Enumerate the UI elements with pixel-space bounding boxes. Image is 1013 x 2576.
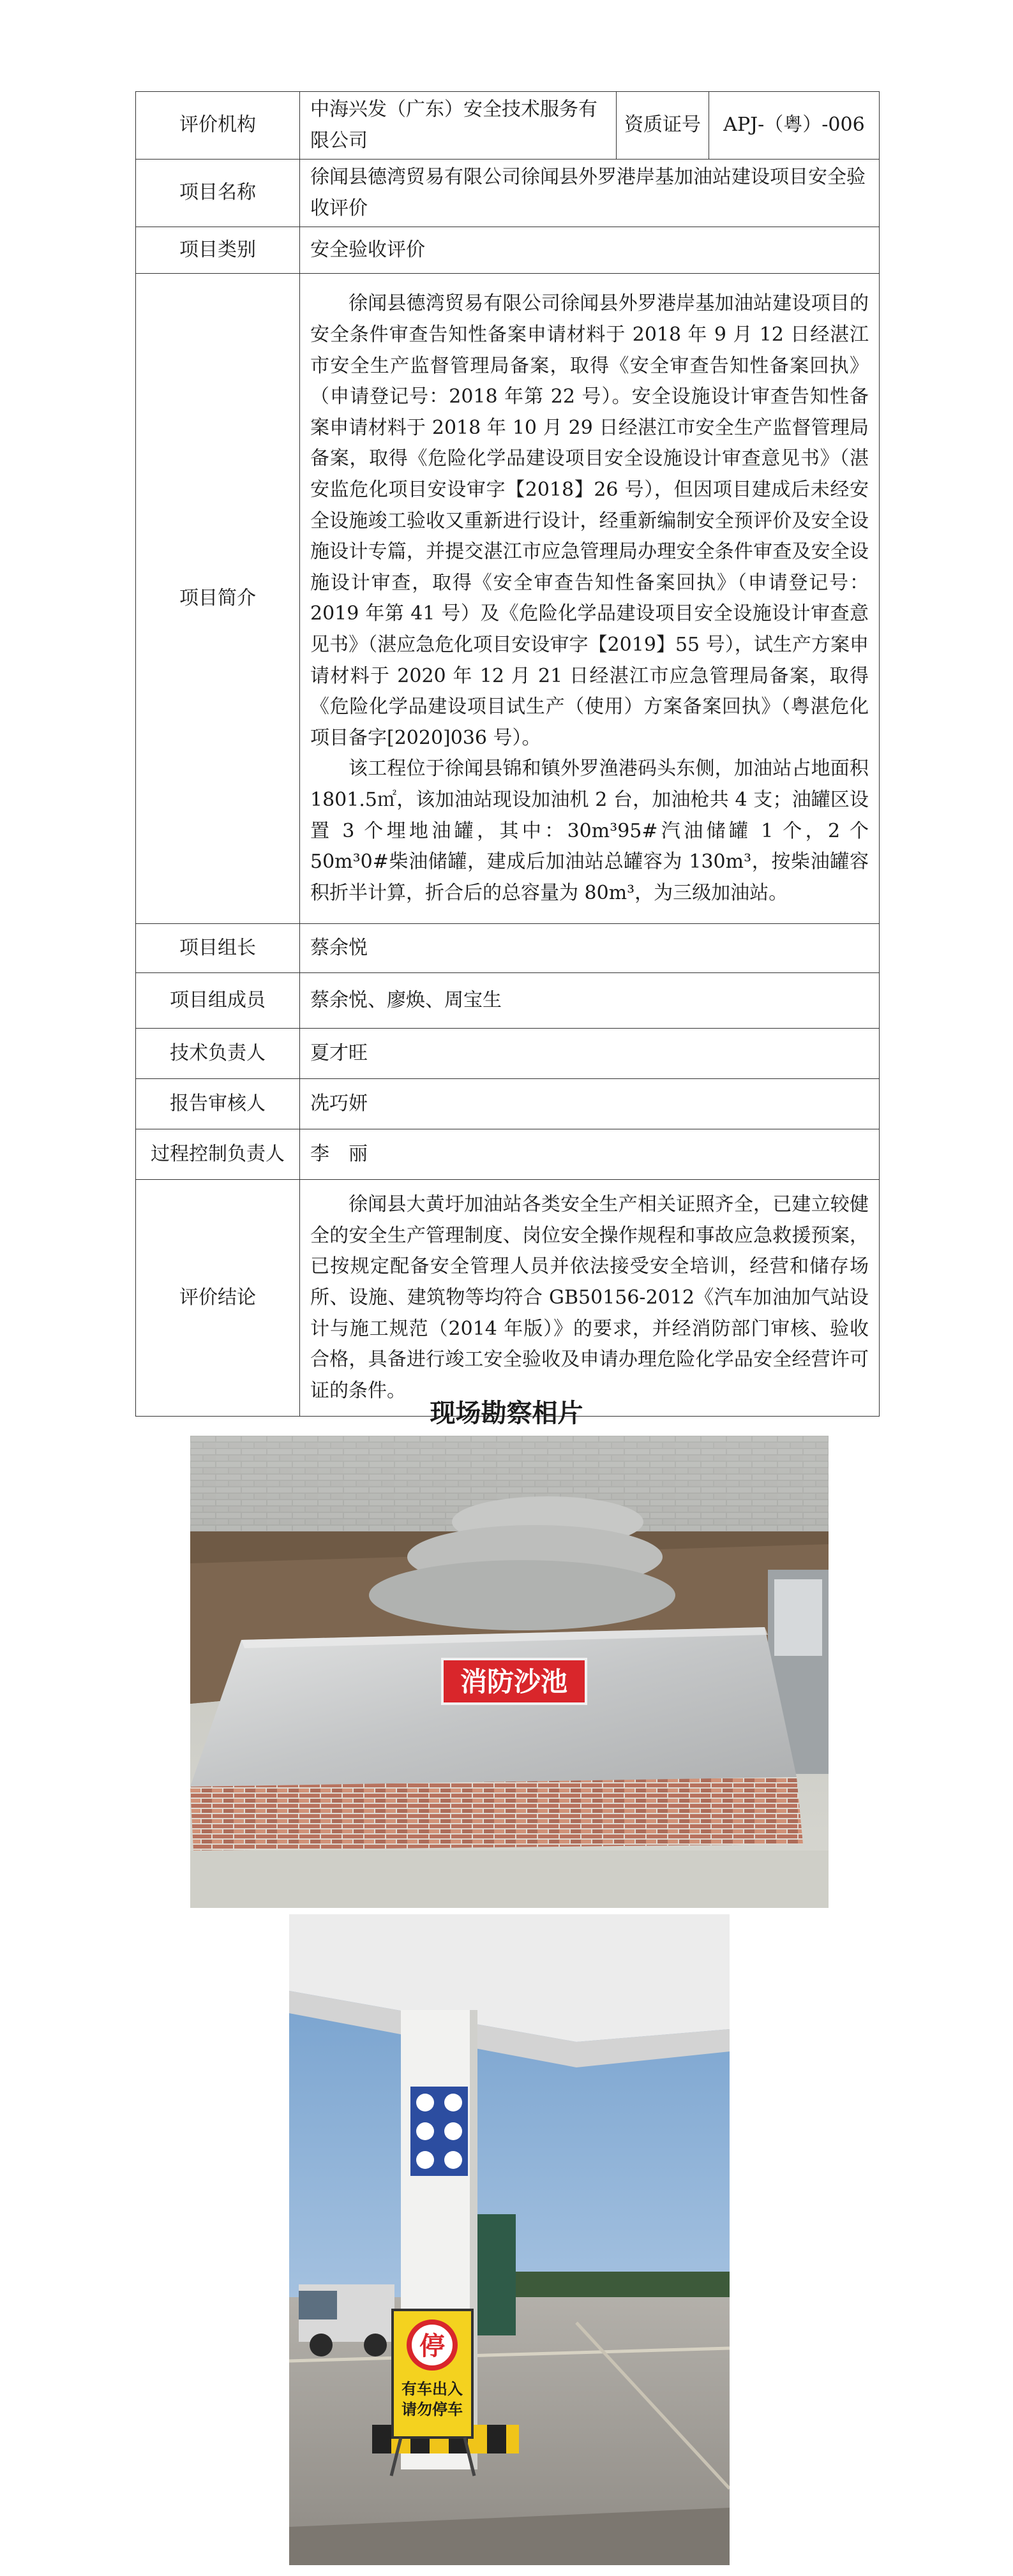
process-label: 过程控制负责人 [136,1129,300,1180]
leader-label: 项目组长 [136,924,300,973]
tech-label: 技术负责人 [136,1029,300,1079]
project-type-label: 项目类别 [136,227,300,274]
project-name-label: 项目名称 [136,160,300,227]
table-row [136,1180,880,1417]
conclusion-cell [300,1180,880,1417]
table-row [136,973,880,1029]
table-row [136,1129,880,1180]
intro-paragraph-1: 徐闻县德湾贸易有限公司徐闻县外罗港岸基加油站建设项目的安全条件审查告知性备案申请材料于 2018 年 9 月 12 日经湛江市安全生产监督管理局备案，取得《安全审查告知性备案回执》（申请登记号：2018 年第 22 号）。安全设施设计审查告知性备案申请材料于 2018 年 10 月 29 日经湛江市安全生产监督管理局备案，取得《危险化学品建设项目安全设施设计审查意见书》（湛安监危化项目安设审字【2018】26 号），但因项目建成后未经安全设施竣工验收又重新进行设计，经重新编制安全预评价及安全设施设计专篇，并提交湛江市应急管理局办理安全条件审查及安全设施设计审查，取得《安全审查告知性备案回执》（申请登记号：2019 年第 41 号）及《危险化学品建设项目安全设施设计审查意见书》（湛应急危化项目安设审字【2019】55 号），试生产方案申请材料于 2020 年 12 月 21 日经湛江市应急管理局备案，取得《危险化学品建设项目试生产（使用）方案备案回执》（粤湛危化项目备字[2020]036 号）。 [310,292,869,749]
evaluation-info-table [135,91,880,1417]
cert-value: APJ-（粤）-006 [709,92,880,160]
table-row [136,924,880,973]
conclusion-text: 徐闻县大黄圩加油站各类安全生产相关证照齐全，已建立较健全的安全生产管理制度、岗位安全操作规程和事故应急救援预案，已按规定配备安全管理人员并依法接受安全培训，经营和储存场所、设施、建筑物等均符合 GB50156-2012《汽车加油加气站设计与施工规范（2014 年版）》的要求，并经消防部门审核、验收合格，具备进行竣工安全验收及申请办理危险化学品安全经营许可证的条件。 [310,1193,869,1402]
stop-sign-line-1: 有车出入 [401,2380,463,2398]
process-value: 李 丽 [300,1129,880,1180]
project-name-value: 徐闻县德湾贸易有限公司徐闻县外罗港岸基加油站建设项目安全验收评价 [300,160,880,227]
tech-value: 夏才旺 [300,1029,880,1079]
project-type-value: 安全验收评价 [300,227,880,274]
table-row [136,274,880,924]
intro-label: 项目简介 [136,274,300,924]
table-row [136,227,880,274]
reviewer-label: 报告审核人 [136,1079,300,1129]
org-value: 中海兴发（广东）安全技术服务有限公司 [300,92,617,160]
cert-label: 资质证号 [617,92,709,160]
reviewer-value: 冼巧妍 [300,1079,880,1129]
members-value: 蔡余悦、廖焕、周宝生 [300,973,880,1029]
intro-cell [300,274,880,924]
table-row [136,1029,880,1079]
stop-sign-char: 停 [419,2332,445,2361]
leader-value: 蔡余悦 [300,924,880,973]
table-row [136,92,880,160]
site-photo-canopy-sign [289,1914,730,2565]
site-photo-sand-pit [190,1436,829,1908]
conclusion-label: 评价结论 [136,1180,300,1417]
stop-sign-line-2: 请勿停车 [401,2401,463,2418]
sand-pit-sign-text: 消防沙池 [460,1666,568,1697]
table-row [136,1079,880,1129]
intro-paragraph-2: 该工程位于徐闻县锦和镇外罗渔港码头东侧，加油站占地面积 1801.5㎡，该加油站现设加油机 2 台，加油枪共 4 支；油罐区设置 3 个埋地油罐，其中：30m³95#汽油储罐 1 个，2 个 50m³0#柴油储罐，建成后加油站总罐容为 130m³，按柴油罐容积折半计算，折合后的总容量为 80m³，为三级加油站。 [310,757,869,904]
members-label: 项目组成员 [136,973,300,1029]
org-label: 评价机构 [136,92,300,160]
photos-section-title: 现场勘察相片 [430,1399,583,1428]
table-row [136,160,880,227]
